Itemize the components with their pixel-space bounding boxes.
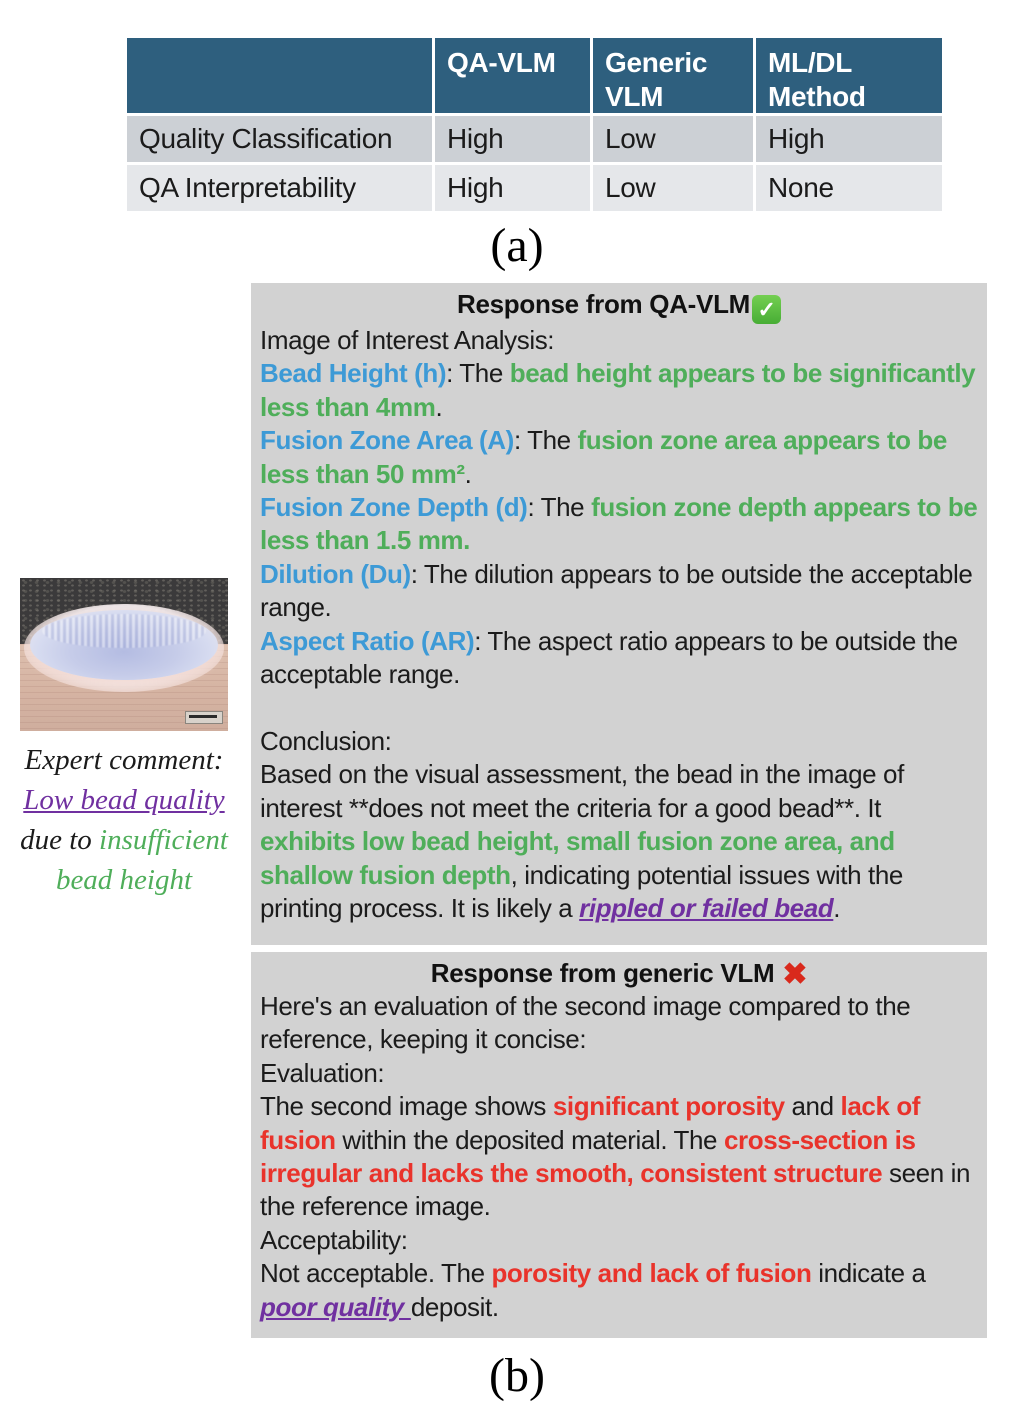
text-run: Acceptability: <box>260 1224 408 1255</box>
generic-vlm-response-box <box>251 952 987 1338</box>
table-header-empty <box>127 38 432 113</box>
paragraph <box>260 558 978 625</box>
paragraph <box>260 1224 978 1257</box>
text-run: porosity and lack of fusion <box>491 1258 812 1289</box>
generic-vlm-response-text <box>260 990 978 1324</box>
paragraph <box>260 758 978 925</box>
text-run: due to <box>20 824 100 856</box>
row-label-qa-interpretability: QA Interpretability <box>127 165 432 211</box>
text-run: : The dilution appears to be outside the acceptable range. <box>260 558 973 623</box>
text-run: Conclusion: <box>260 725 392 756</box>
table-header-generic-vlm: Generic VLM <box>593 38 753 113</box>
text-run: bead height appears to be significantly less than 4mm <box>260 358 976 422</box>
paragraph <box>260 324 978 357</box>
paragraph <box>260 1257 978 1324</box>
paragraph <box>260 424 978 491</box>
subfigure-label-b: (b) <box>489 1349 545 1402</box>
text-run: . <box>833 892 841 923</box>
text-run: Dilution (Du) <box>260 558 411 589</box>
table-cell: None <box>756 165 942 211</box>
paragraph <box>260 1057 978 1090</box>
text-run: Evaluation: <box>260 1057 385 1088</box>
text-run: Bead Height (h) <box>260 358 447 389</box>
bead-texture <box>42 614 206 648</box>
text-run: : The aspect ratio appears to be outside the acceptable range. <box>260 625 958 690</box>
styled-link-text: rippled or failed bead <box>579 892 834 923</box>
paragraph <box>260 990 978 1057</box>
styled-link-text: poor quality <box>260 1291 411 1322</box>
text-run: within the deposited material. The <box>335 1124 724 1155</box>
text-run: : The <box>513 425 578 456</box>
paragraph <box>260 691 978 724</box>
text-run: Fusion Zone Depth (d) <box>260 492 528 523</box>
cross-mark-icon: ✖ <box>782 958 808 991</box>
text-run: fusion zone area appears to be less than 50 mm² <box>260 425 947 489</box>
subfigure-label-a: (a) <box>490 219 544 272</box>
generic-vlm-box-title <box>260 956 978 990</box>
table-header-mldl-method: ML/DL Method <box>756 38 942 113</box>
text-run: : The <box>446 358 510 389</box>
qa-vlm-response-text <box>260 324 978 925</box>
expert-comment <box>6 740 242 900</box>
table-cell: Low <box>593 116 753 162</box>
table-cell: Low <box>593 165 753 211</box>
scale-bar <box>185 711 223 724</box>
text-run: exhibits low bead height, small fusion zone area, and shallow fusion depth <box>260 826 895 890</box>
text-run: and <box>784 1091 841 1122</box>
text-run: Not acceptable. The <box>260 1258 492 1289</box>
paragraph <box>260 491 978 558</box>
text-run: , indicating potential issues with the printing process. It is likely a <box>260 859 903 923</box>
check-mark-icon: ✓ <box>752 295 781 324</box>
table-cell: High <box>435 116 590 162</box>
text-run: indicate a <box>811 1258 926 1289</box>
text-run: . <box>435 391 443 422</box>
qa-vlm-response-box <box>251 283 987 945</box>
text-run: significant porosity <box>552 1091 785 1122</box>
text-run: Image of Interest Analysis: <box>260 325 555 355</box>
paragraph <box>260 725 978 758</box>
text-run: : The <box>527 492 592 523</box>
text-run: Here's an evaluation of the second image compared to the reference, keeping it concise: <box>260 991 911 1055</box>
text-run: Aspect Ratio (AR) <box>260 625 475 656</box>
qa-vlm-box-title <box>260 287 978 324</box>
paragraph <box>260 1090 978 1224</box>
text-run: . <box>464 458 472 489</box>
scale-bar-line <box>189 715 217 718</box>
table-header-qa-vlm: QA-VLM <box>435 38 590 113</box>
text-run: cross-section is irregular and lacks the smooth, consistent structure <box>260 1124 916 1189</box>
text-run: seen in the reference image. <box>260 1158 971 1222</box>
styled-link-text: Low bead quality <box>23 784 225 816</box>
row-label-quality-classification: Quality Classification <box>127 116 432 162</box>
paragraph <box>20 744 228 896</box>
text-run: Based on the visual assessment, the bead in the image of interest **does not meet the criteria for a good bead**. It <box>260 759 904 823</box>
bead-micrograph <box>20 578 228 731</box>
generic-vlm-title-text: Response from generic VLM <box>430 958 775 988</box>
comparison-table <box>127 38 942 211</box>
paragraph <box>260 357 978 424</box>
table-cell: High <box>435 165 590 211</box>
text-run: Expert comment: <box>24 744 224 776</box>
text-run: deposit. <box>410 1291 499 1322</box>
text-run: lack of fusion <box>260 1091 921 1155</box>
table-cell: High <box>756 116 942 162</box>
text-run: The second image shows <box>260 1091 553 1122</box>
paragraph <box>260 625 978 692</box>
qa-vlm-title-text: Response from QA-VLM <box>456 289 751 319</box>
text-run: insufficient bead height <box>55 824 228 896</box>
text-run: Fusion Zone Area (A) <box>260 425 514 456</box>
text-run: fusion zone depth appears to be less than 1.5 mm. <box>260 492 978 556</box>
